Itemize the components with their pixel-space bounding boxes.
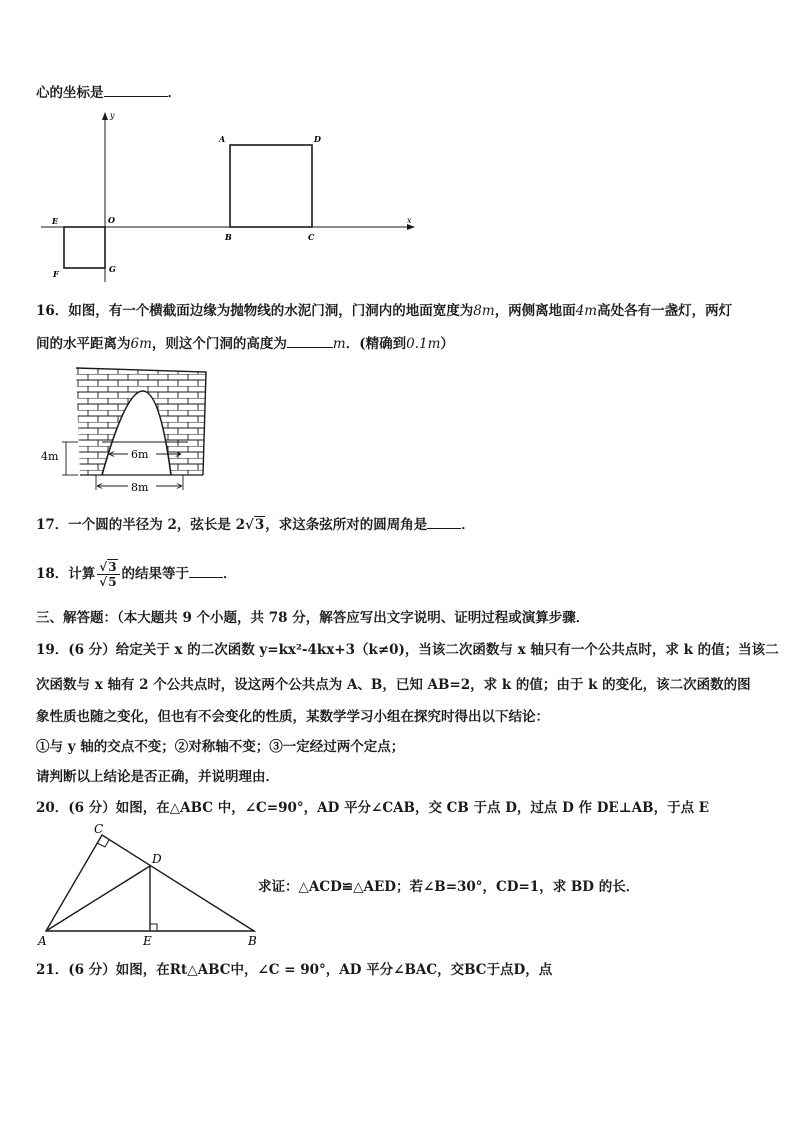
q17-text: 17．一个圆的半径为 2，弦长是 2√3，求这条弦所对的圆周角是 ． (36, 514, 475, 534)
q15-label-A: A (219, 134, 226, 144)
q16-value-6m: 6m (130, 336, 152, 352)
q20-label-B: B (248, 934, 257, 948)
q16-line2-d: ） (440, 336, 454, 352)
q16-line1-b: ，两侧离地面 (494, 303, 576, 319)
q18-numerator: 3 (108, 560, 117, 574)
q20-line1: 20．(6 分）如图，在△ABC 中，∠C=90°，AD 平分∠CAB，交 CB 于点 D，过点 D 作 DE⊥AB，于点 E (36, 800, 710, 816)
q20-segment-ad (46, 866, 150, 931)
q18-answer-blank (189, 563, 223, 578)
q16-figure (38, 362, 213, 497)
q15-figure (36, 110, 426, 285)
q17-radicand: 3 (254, 517, 265, 533)
q16-line2-c: ．(精确到 (345, 336, 407, 352)
q16-value-8m: 8m (473, 303, 495, 319)
q16-unit-m: m (332, 336, 346, 352)
q15-text (36, 82, 181, 102)
q17-end: ． (461, 517, 475, 533)
q19-line5: 请判断以上结论是否正确，并说明理由． (36, 769, 279, 785)
q19-line1: 19．(6 分）给定关于 x 的二次函数 y=kx²-4kx+3（k≠0)，当该二次函数与 x 轴只有一个公共点时，求 k 的值；当该二 (36, 642, 779, 658)
q16-label-4m: 4m (41, 450, 59, 463)
q20-proof-text: 求证：△ACD≌△AED；若∠B=30°，CD=1，求 BD 的长． (258, 879, 640, 895)
q15-label-E: E (52, 216, 59, 226)
q16-value-01m: 0.1m (406, 336, 441, 352)
q19-line2: 次函数与 x 轴有 2 个公共点时，设这两个公共点为 A、B，已知 AB=2，求 k 的值；由于 k 的变化，该二次函数的图 (36, 677, 751, 693)
q15-label-C: C (308, 232, 315, 242)
q18-denominator: 5 (108, 575, 117, 589)
q20-label-C: C (94, 823, 104, 836)
q18-text (36, 558, 237, 590)
q20-figure (34, 823, 264, 951)
q15-text-tail: 心的坐标是 (36, 85, 104, 101)
q20-label-D: D (152, 852, 162, 866)
q19-line4: ①与 y 轴的交点不变；②对称轴不变；③一定经过两个定点； (36, 739, 405, 755)
q16-value-4m: 4m (575, 303, 598, 319)
q16-label-6m: 6m (131, 448, 149, 461)
q16-line2-b: ，则这个门洞的高度为 (151, 336, 287, 352)
q18-end: ． (223, 566, 237, 582)
q17-answer-blank (427, 514, 461, 529)
q16-answer-blank (287, 333, 333, 348)
q20-label-E: E (143, 934, 152, 948)
q15-label-G: G (109, 264, 116, 274)
q16-line2-a: 间的水平距离为 (36, 336, 131, 352)
q20-right-angle-e (150, 924, 157, 931)
q16-brick-wall (68, 362, 213, 482)
q15-answer-blank (104, 82, 168, 97)
q18-text-a: 18．计算 (36, 566, 96, 582)
q15-label-B: B (225, 232, 232, 242)
q15-label-O: O (108, 215, 115, 225)
q21-line1: 21．(6 分）如图，在Rt△ABC中，∠C = 90°，AD 平分∠BAC，交BC于点D，点 (36, 962, 553, 978)
q20-label-A: A (38, 934, 47, 948)
q15-label-F: F (53, 269, 59, 279)
q18-text-b: 的结果等于 (121, 566, 190, 582)
q16-line2 (36, 333, 454, 353)
q16-line1 (36, 302, 732, 320)
q15-label-x: x (407, 216, 412, 225)
q18-fraction: $\frac{√3}{√5}$ (97, 560, 119, 589)
q15-end: ． (167, 85, 181, 101)
q17-text-b: ，求这条弦所对的圆周角是 (265, 517, 428, 533)
q16-label-8m: 8m (131, 481, 149, 494)
q15-square-abcd (230, 145, 312, 227)
q16-line1-c: 高处各有一盏灯，两灯 (597, 303, 733, 319)
q15-label-y: y (110, 111, 115, 120)
q16-line1-a: 16．如图，有一个横截面边缘为抛物线的水泥门洞，门洞内的地面宽度为 (36, 303, 474, 319)
q15-label-D: D (314, 134, 321, 144)
q19-line3: 象性质也随之变化，但也有不会变化的性质，某数学学习小组在探究时得出以下结论： (36, 709, 549, 725)
section3-heading: 三、解答题：（本大题共 9 个小题，共 78 分，解答应写出文字说明、证明过程或演算步骤． (36, 610, 590, 626)
q15-square-efog (64, 227, 105, 268)
q17-text-a: 17．一个圆的半径为 2，弦长是 2 (36, 517, 245, 533)
